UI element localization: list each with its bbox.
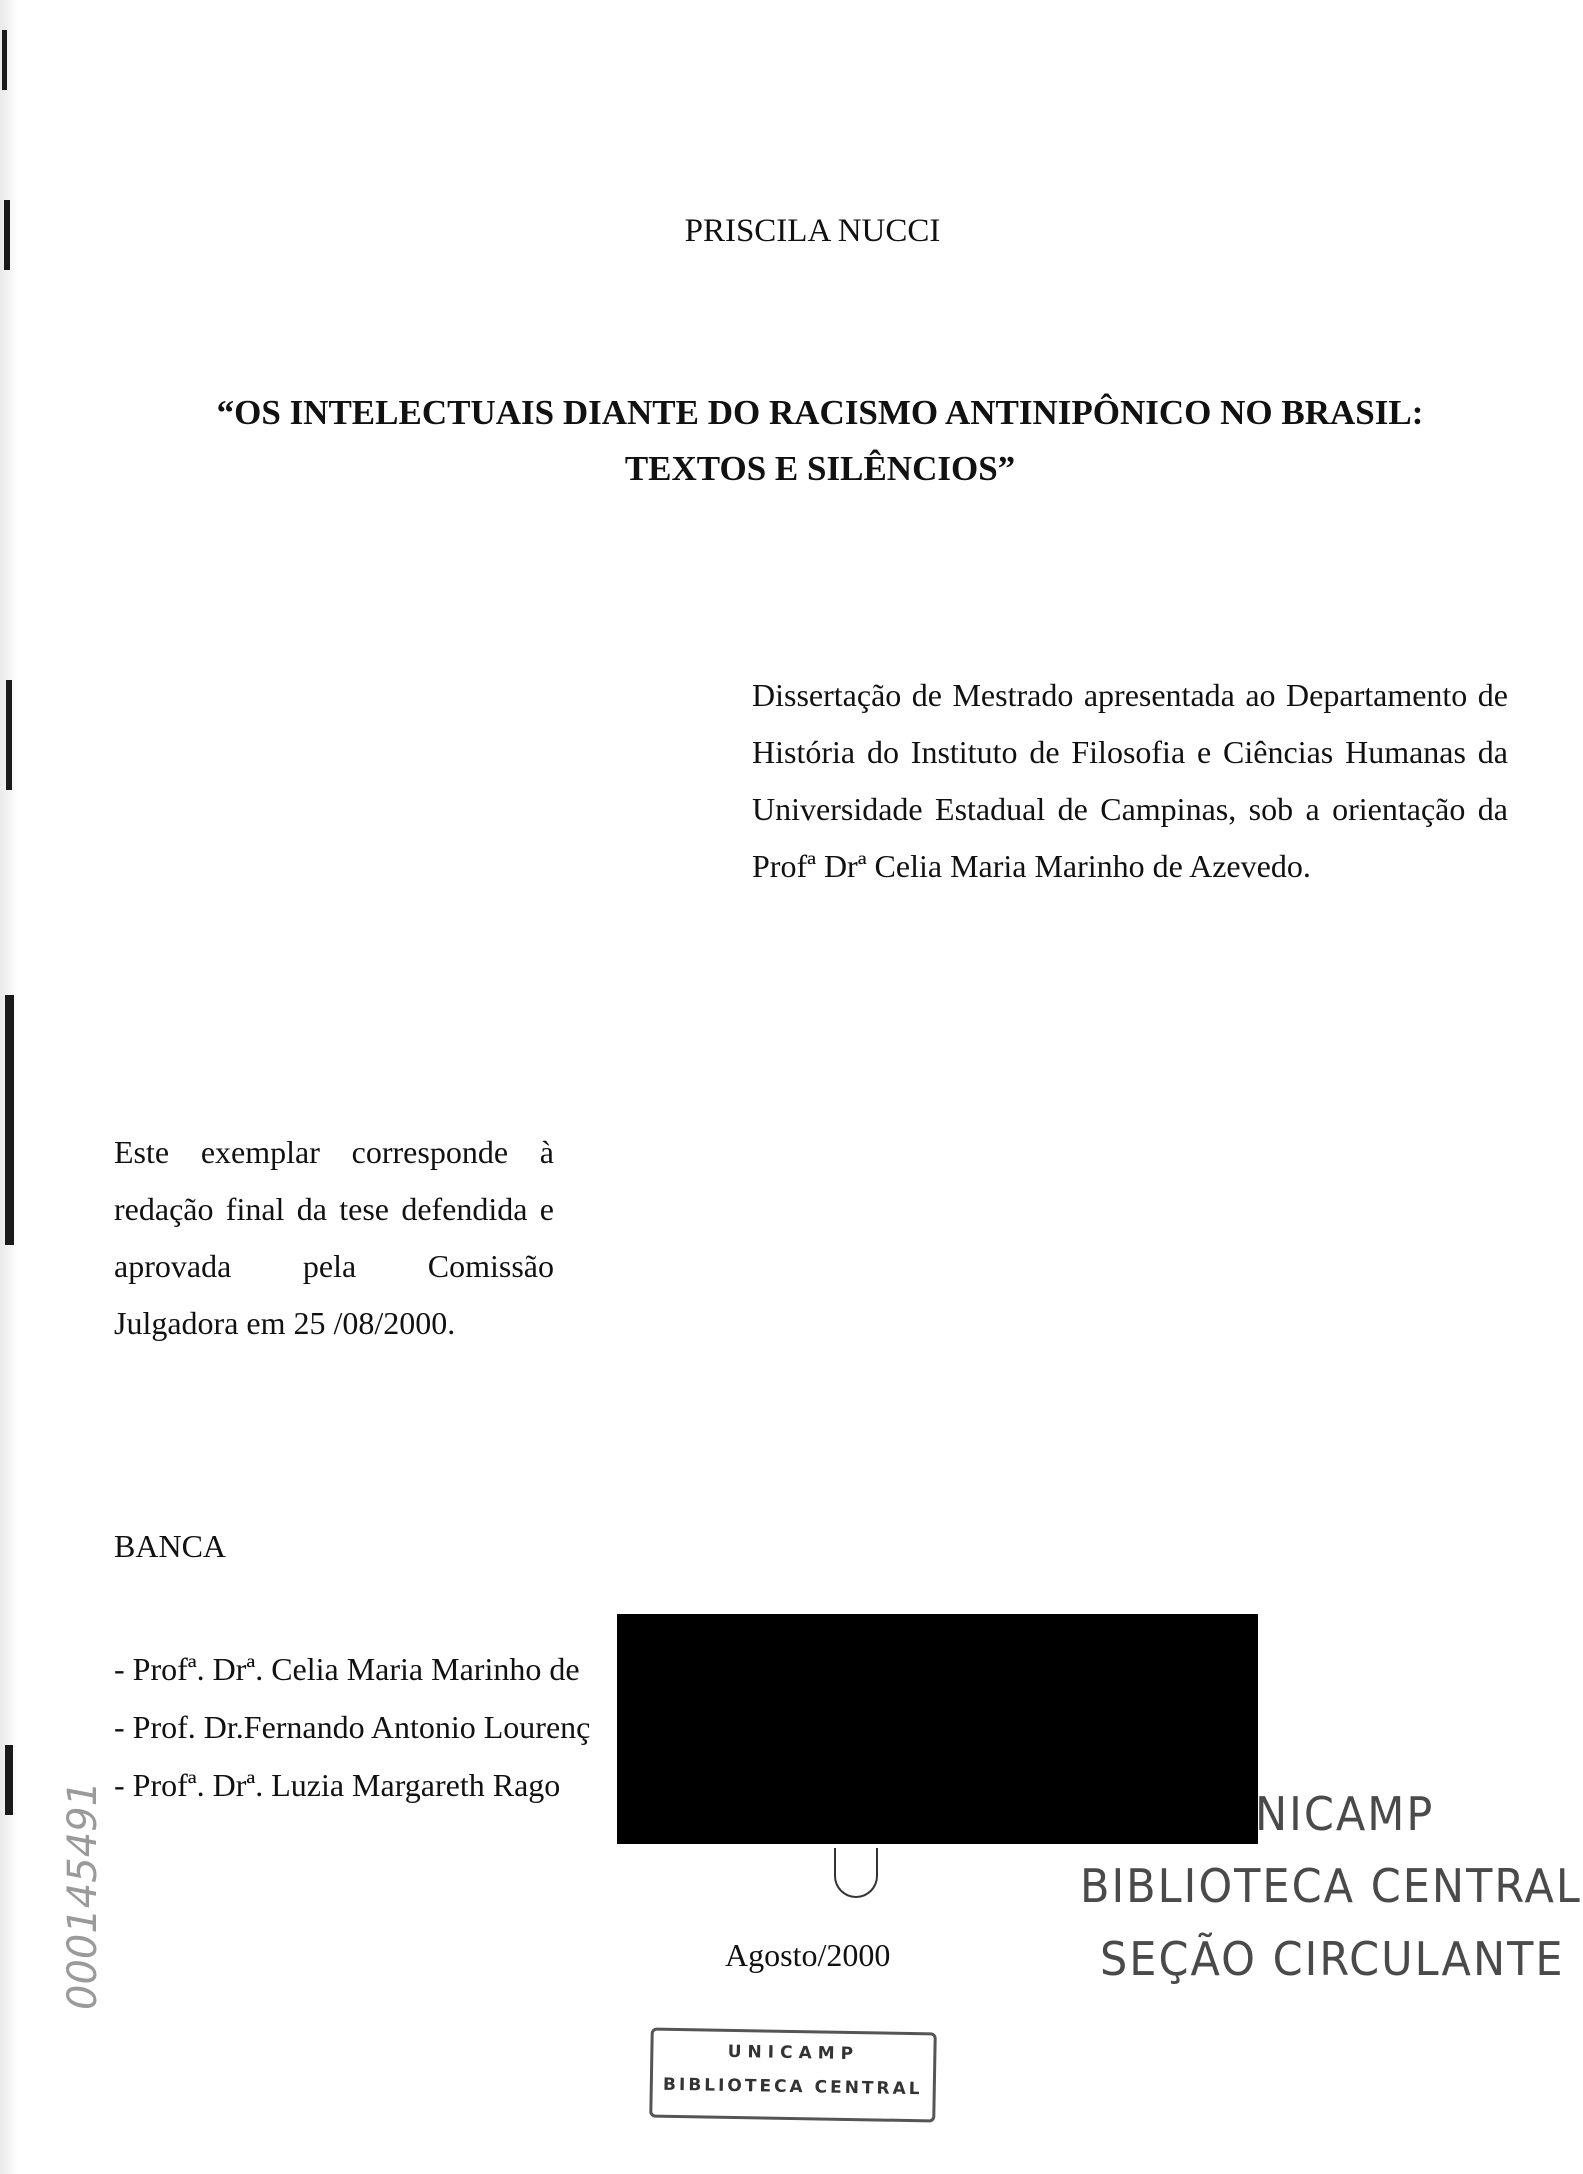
library-stamp-line-1: NICAMP [1255, 1788, 1435, 1842]
thesis-title [120, 385, 1520, 497]
dissertation-note: Dissertação de Mestrado apresentada ao Departamento de História do Instituto de Filosofia e Ciências Humanas da Universidade Estadual de Campinas, sob a orientação da Profª Drª Celia Maria Marinho de Azevedo. [752, 677, 1508, 884]
redaction-block [617, 1614, 1258, 1844]
exemplar-note: Este exemplar corresponde à redação final da tese defendida e aprovada pela Comissão Julgadora em 25 /08/2000. [114, 1134, 554, 1341]
handwritten-catalog-number: 000145491 [60, 1780, 106, 2010]
scan-edge-mark [5, 1745, 13, 1815]
library-stamp-line-3: SEÇÃO CIRCULANTE [1100, 1933, 1565, 1987]
banca-member: - Profª. Drª. Luzia Margareth Rago [114, 1767, 561, 1803]
box-stamp-line-1: UNICAMP [727, 2041, 860, 2065]
thesis-title-line-1: “OS INTELECTUAIS DIANTE DO RACISMO ANTINIPÔNICO NO BRASIL: [216, 393, 1424, 432]
thesis-title-line-2: TEXTOS E SILÊNCIOS” [624, 449, 1016, 488]
banca-list [114, 1640, 590, 1814]
library-stamp-line-2: BIBLIOTECA CENTRAL [1080, 1860, 1582, 1914]
scan-edge-mark [2, 30, 7, 90]
library-box-stamp [649, 2028, 937, 2123]
pen-mark [834, 1848, 878, 1898]
scan-edge-mark [5, 995, 14, 1245]
banca-member: - Prof. Dr.Fernando Antonio Lourenç [114, 1709, 591, 1745]
submission-date: Agosto/2000 [725, 1937, 891, 1973]
scan-edge-mark [6, 680, 12, 790]
banca-heading: BANCA [114, 1528, 227, 1564]
box-stamp-line-2: BIBLIOTECA CENTRAL [662, 2074, 923, 2100]
banca-member: - Profª. Drª. Celia Maria Marinho de [114, 1651, 580, 1687]
author-name: PRISCILA NUCCI [684, 213, 941, 249]
